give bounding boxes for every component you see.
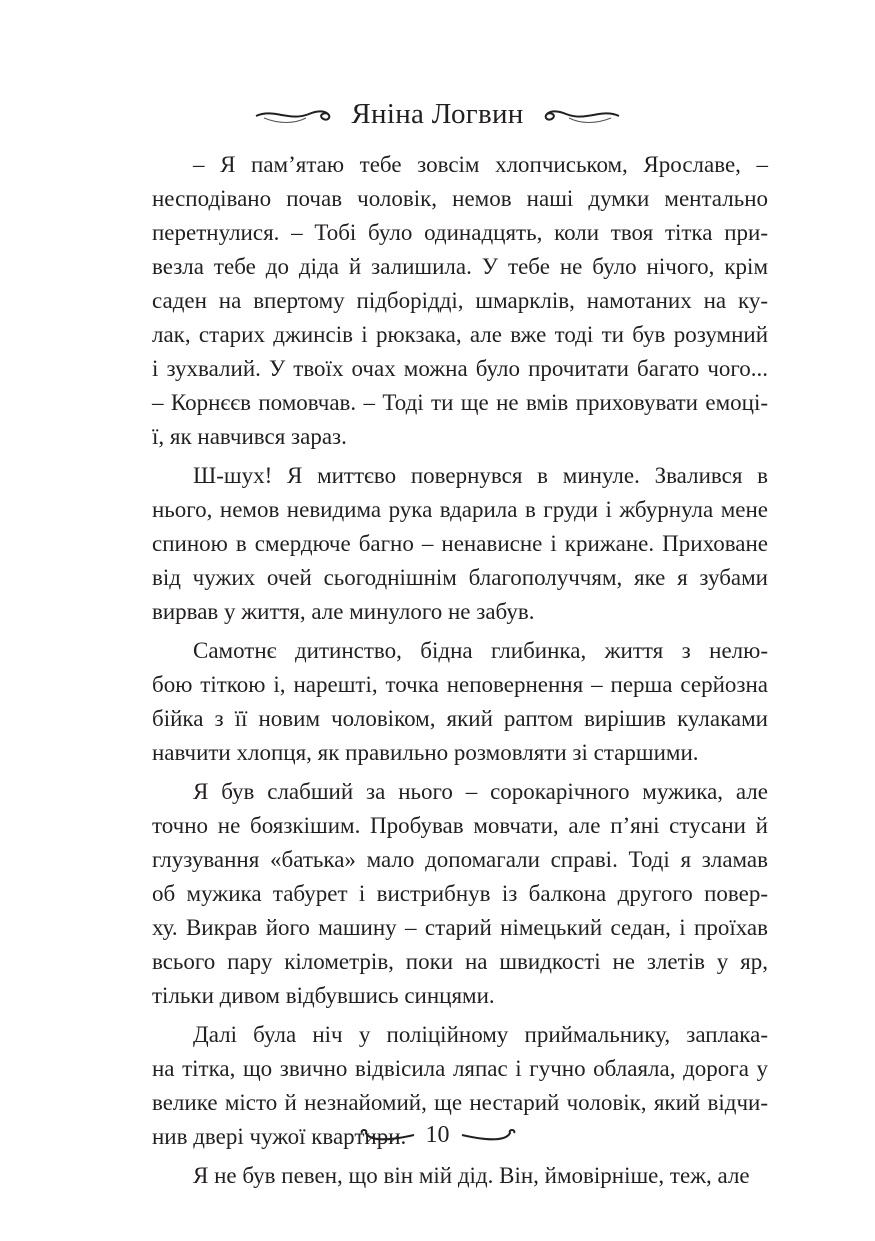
text-line: нив двері чужої квартири. (152, 1124, 407, 1149)
paragraph (152, 459, 768, 629)
page-footer (0, 1122, 875, 1149)
text-line: вирвав у життя, але минулого не забув. (152, 599, 535, 624)
text-line: бійка з її новим чоловіком, який раптом вирішив кулаками (152, 706, 768, 731)
text-line: Самотнє дитинство, бідна глибинка, життя з нелю- (193, 638, 768, 663)
text-line: бою тіткою і, нарешті, точка неповернення – перша серйозна (152, 672, 768, 697)
text-line: спиною в смердюче багно – ненависне і крижане. Приховане (152, 531, 768, 556)
text-line: і зухвалий. У твоїх очах можна було прочитати багато чого... (152, 356, 768, 381)
paragraph (152, 1159, 768, 1193)
text-line: ху. Викрав його машину – старий німецький седан, і проїхав (152, 915, 768, 940)
text-line: навчити хлопця, як правильно розмовляти зі старшими. (152, 740, 699, 765)
ornament-right-icon (458, 1127, 518, 1145)
text-line: ї, як навчився зараз. (152, 424, 347, 449)
page-number: 10 (425, 1122, 450, 1148)
text-line: велике місто й незнайомий, ще нестарий чоловік, який відчи- (152, 1090, 768, 1115)
text-line: Ш-шух! Я миттєво повернувся в минуле. Звалився в (193, 463, 768, 488)
text-line: – Корнєєв помовчав. – Тоді ти ще не вмів приховувати емоці- (152, 390, 768, 415)
ornament-left-icon (358, 1127, 418, 1145)
text-line: об мужика табурет і вистрибнув із балкона другого повер- (152, 881, 768, 906)
text-line: саден на впертому підборідді, шмарклів, намотаних на ку- (152, 288, 768, 313)
text-line: від чужих очей сьогоднішнім благополуччям, яке я зубами (152, 565, 768, 590)
ornament-right-icon (536, 104, 621, 126)
paragraph (152, 148, 768, 454)
text-line: лак, старих джинсів і рюкзака, але вже тоді ти був розумний (152, 322, 768, 347)
text-line: точно не боязкішим. Пробував мовчати, але п’яні стусани й (152, 813, 768, 838)
text-line: глузування «батька» мало допомагали справі. Тоді я зламав (152, 847, 768, 872)
paragraph (152, 634, 768, 770)
text-line: – Я пам’ятаю тебе зовсім хлопчиськом, Ярославе, – (193, 152, 768, 177)
text-line: Я був слабший за нього – сорокарічного мужика, але (193, 779, 768, 804)
text-line: везла тебе до діда й залишила. У тебе не було нічого, крім (152, 254, 768, 279)
paragraph (152, 775, 768, 1013)
text-line: Далі була ніч у поліційному приймальнику, заплака- (193, 1022, 768, 1047)
text-line: несподівано почав чоловік, немов наші думки ментально (152, 186, 768, 211)
text-line: всього пару кілометрів, поки на швидкості не злетів у яр, (152, 949, 768, 974)
ornament-left-icon (254, 104, 339, 126)
text-line: Я не був певен, що він мій дід. Він, ймовірніше, теж, але (193, 1163, 750, 1188)
text-line: перетнулися. – Тобі було одинадцять, коли твоя тітка при- (152, 220, 768, 245)
book-author-title: Яніна Логвин (351, 98, 524, 130)
running-header (0, 98, 875, 131)
text-line: тільки дивом відбувшись синцями. (152, 983, 495, 1008)
body-text (152, 148, 768, 1198)
text-line: нього, немов невидима рука вдарила в груди і жбурнула мене (152, 497, 768, 522)
text-line: на тітка, що звично відвісила ляпас і гучно облаяла, дорога у (152, 1056, 768, 1081)
